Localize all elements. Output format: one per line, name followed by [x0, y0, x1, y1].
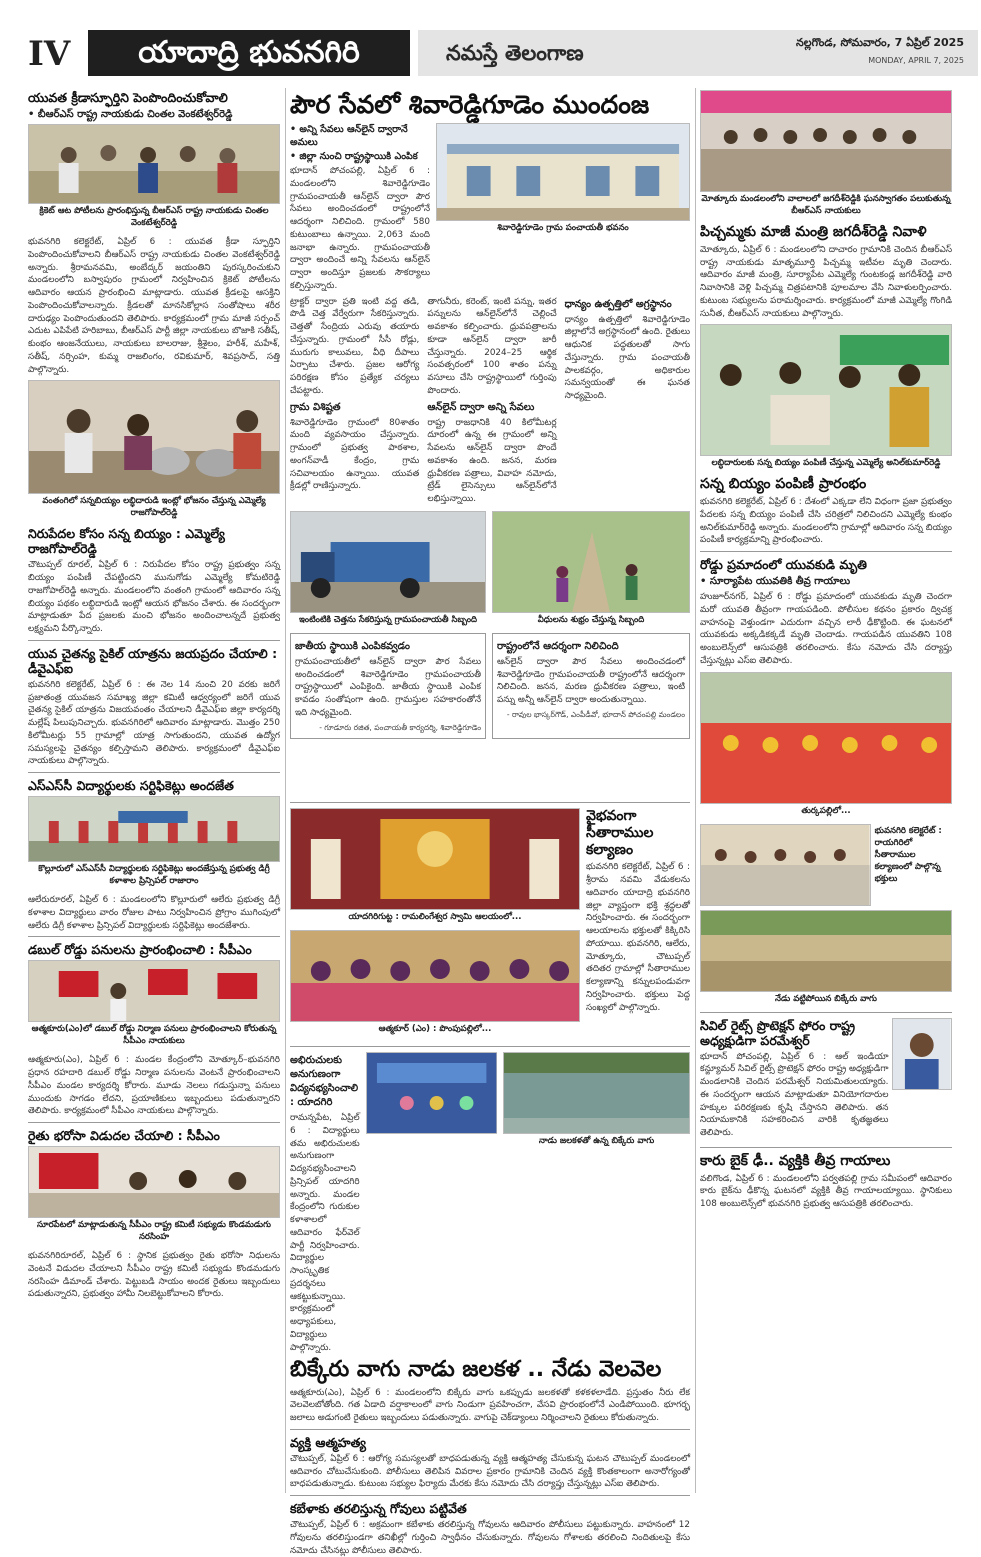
lead-col-a: [290, 296, 419, 509]
photo-rice-distribution: [700, 324, 952, 456]
lead-body-3: తాగునీరు, కరెంట్, ఇంటి పన్ను, ఇతర పన్నులను ఆన్‌లైన్‌లోనే చెల్లించే అవకాశం కల్పించారు. ధ్రువపత్రాలను కూడా ఆన్‌లైన్ ద్వారా జారీ చేస్తున్నారు. 2024–25 ఆర్థిక సంవత్సరంలో 100 శాతం పన్ను వసూలు చేసి రాష్ట్రస్థాయిలో గుర్తింపు పొందారు.: [427, 296, 557, 396]
quote-box-secretary: [290, 633, 486, 739]
yadagiri-text: [290, 1052, 360, 1357]
divider: [700, 1012, 952, 1013]
photo-panchayat-building: [436, 123, 690, 221]
quote-title-secretary: జాతీయ స్థాయికి ఎంపికవ్వడం: [295, 640, 410, 652]
lead-col-c: [565, 296, 690, 509]
headline-rythu-bharosa: రైతు భరోసా విడుదల చేయాలి : సీపీఎం: [28, 1128, 220, 1143]
photo-bikkeru-then: [503, 1052, 690, 1134]
body-double-road: ఆత్మకూరు(ఎం), ఏప్రిల్ 6 : మండల కేంద్రంలోని మోత్కూర్–భువనగిరి ప్రధాన రహదారి డబుల్ రోడ్డు నిర్మాణ పనులను వెంటనే ప్రారంభించాలని సీపీఎం మండల కార్యదర్శి కోరారు. మూడు నెలలు గడుస్తున్నా పనులు ముందుకు సాగడం లేదని, ప్రయాణికులు ఇబ్బందులు పడుతున్నారని తెలిపారు. కార్యక్రమంలో సీపీఎం నాయకులు పాల్గొన్నారు.: [28, 1055, 280, 1117]
subhead-youth-sports: • బీఆర్ఎస్ రాష్ట్ర నాయకుడు చింతల వెంకటేశ్వర్‌రెడ్డి: [28, 109, 233, 120]
divider: [28, 640, 280, 641]
headline-youth-sports: యువత క్రీడాస్ఫూర్తిని పెంపొందించుకోవాలి: [28, 90, 228, 105]
photo-kalyanam-temple: [290, 808, 580, 910]
headline-cycle-yatra: యువ చైతన్య సైకిల్ యాత్రను జయప్రదం చేయాలి : డీవైఎఫ్ఐ: [28, 645, 278, 676]
bikkeru-photos: [503, 1052, 690, 1357]
lead-photo-2-wrap: [290, 511, 486, 633]
lead-col-b: [427, 296, 556, 509]
page-number: IV: [28, 34, 71, 74]
photo-jagadish-reddy: [700, 90, 952, 192]
quote-body-mpdo: ఆన్‌లైన్ ద్వారా పౌర సేవలు అందించడంలో శివారెడ్డిగూడెం గ్రామపంచాయతీ రాష్ట్రంలోనే ఆదర్శంగా నిలిచింది. జనన, మరణ ధ్రువీకరణ పత్రాలు, ఇంటి పన్ను అన్నీ ఆన్‌లైన్ ద్వారా అందుతున్నాయి.: [497, 656, 685, 705]
caption-garbage-tractor: ఇంటింటికి చెత్తను సేకరిస్తున్న గ్రామపంచాయతీ సిబ్బంది: [298, 614, 478, 625]
caption-rice-meal: వంతంగిలో సన్నబియ్యం లబ్ధిదారుడి ఇంట్లో భోజనం చేస్తున్న ఎమ్మెల్యే రాజగోపాల్‌రెడ్డి: [42, 496, 266, 519]
raygiri-row: [700, 824, 952, 906]
photo-kalyanam-devotees: [290, 930, 580, 1022]
headline-car-bike: కారు బైక్ ఢీ.. వ్యక్తికి తీవ్ర గాయాలు: [700, 1152, 891, 1169]
divider: [700, 551, 952, 552]
column-divider: [695, 88, 696, 1493]
district-banner: యాదాద్రి భువనగిరి: [88, 30, 410, 76]
civil-rights-text: [700, 1018, 888, 1143]
caption-cricket: క్రికెట్ ఆట పోటీలను ప్రారంభిస్తున్న బీఆర్ఎస్ రాష్ట్ర నాయకుడు చింతల వెంకటేశ్వర్‌రెడ్డి: [39, 206, 269, 228]
kalyanam-photos: [290, 808, 580, 1042]
body-rice-launch: భువనగిరి కలెక్టరేట్, ఏప్రిల్ 6 : దేశంలో ఎక్కడా లేని విధంగా ప్రజా ప్రభుత్వం పేదలకు సన్న బియ్యం పంపిణీ చేసి చరిత్రలో నిలిచిందని ఎమ్మెల్యే కుంభం అనిల్‌కుమార్‌రెడ్డి అన్నారు. మండలంలోని గ్రామాల్లో ఆదివారం సన్న బియ్యం పంపిణీ కార్యక్రమాన్ని ప్రారంభించారు.: [700, 497, 952, 546]
subhead-road-accident: • సూర్యాపేట యువతికి తీవ్ర గాయాలు: [700, 576, 851, 588]
lead-subhead-1: గ్రామ విశిష్టత: [290, 401, 341, 413]
yadagiri-row: [290, 1052, 690, 1357]
divider: [28, 1122, 280, 1123]
photo-garbage-tractor: [290, 511, 486, 613]
lead-photo-row: [290, 511, 690, 633]
kalyanam-row: [290, 808, 690, 1042]
photo-farewell: [366, 1052, 497, 1134]
body-kalyanam: భువనగిరి కలెక్టరేట్, ఏప్రిల్ 6 : శ్రీరామ నవమి వేడుకలను ఆదివారం యాదాద్రి భువనగిరి జిల్లా వ్యాప్తంగా భక్తి శ్రద్ధలతో నిర్వహించారు. ఈ సందర్భంగా ఆలయాలను భక్తులతో కిక్కిరిసి పోయాయి. భువనగిరి, ఆలేరు, మోత్కూరు, చౌటుప్పల్ తదితర గ్రామాల్లో సీతారాముల కల్యాణాన్ని కన్నులపండువగా నిర్వహించారు. భక్తులు పెద్ద సంఖ్యలో పాల్గొన్నారు.: [586, 862, 690, 1013]
lead-photo-3-wrap: [492, 511, 690, 633]
headline-civil-rights: సివిల్ రైట్స్ ప్రొటెక్షన్ ఫోరం రాష్ట్ర అధ్యక్షుడిగా పరమేశ్వర్: [700, 1017, 855, 1048]
photo-raygiri: [700, 824, 871, 906]
photo-cricket: [28, 124, 280, 204]
divider: [290, 802, 690, 803]
body-road-accident: హుజూర్‌నగర్, ఏప్రిల్ 6 : రోడ్డు ప్రమాదంలో యువకుడు మృతి చెందగా మరో యువతి తీవ్రంగా గాయపడింది. పోలీసుల కథనం ప్రకారం ద్విచక్ర వాహనంపై వెళ్తుండగా ఎదురుగా వచ్చిన లారీ ఢీకొట్టింది. ఈ ఘటనలో యువకుడు అక్కడికక్కడే మృతి చెందాడు. గాయపడిన యువతిని 108 అంబులెన్స్‌లో ఆసుపత్రికి తరలించారు. కేసు నమోదు చేసి దర్యాప్తు చేస్తున్నట్లు ఎస్ఐ తెలిపారు.: [700, 592, 952, 666]
caption-panchayat-building: శివారెడ్డిగూడెం గ్రామ పంచాయతీ భవనం: [497, 223, 629, 233]
lead-body-1: భూదాన్ పోచంపల్లి, ఏప్రిల్ 6 : మండలంలోని శివారెడ్డిగూడెం గ్రామపంచాయతీ ఆన్‌లైన్ ద్వారా పౌర సేవలు అందించడంలో రాష్ట్రంలోనే ఆదర్శంగా నిలిచింది. గ్రామంలో 580 కుటుంబాలు ఉన్నాయి. 2,063 మంది జనాభా ఉన్నారు. గ్రామపంచాయతీ ద్వారా అందించే అన్ని సేవలను ఆన్‌లైన్ ద్వారా అందిస్తూ ప్రజలకు సౌకర్యాలు కల్పిస్తున్నారు.: [290, 166, 430, 291]
right-column: [700, 90, 952, 1495]
lead-bullet: • అన్ని సేవలు ఆన్‌లైన్ ద్వారానే అమలు: [290, 124, 408, 148]
lead-body-6: ధాన్యం ఉత్పత్తిలో శివారెడ్డిగూడెం జిల్లాలోనే అగ్రస్థానంలో ఉంది. రైతులు ఆధునిక పద్ధతులతో సాగు చేస్తున్నారు. గ్రామ పంచాయతీ పాలకవర్గం, అధికారుల సమన్వయంతో ఈ ఘనత సాధ్యమైంది.: [564, 314, 690, 401]
date-english: MONDAY, APRIL 7, 2025: [868, 56, 964, 65]
lead-bullet: • జిల్లా నుంచి రాష్ట్రస్థాయికి ఎంపిక: [290, 151, 418, 162]
body-civil-rights: భూదాన్ పోచంపల్లి, ఏప్రిల్ 6 : ఆల్ ఇండియా కన్జ్యూమర్ సివిల్ రైట్స్ ప్రొటెక్షన్ ఫోరం రాష్ట్ర అధ్యక్షుడిగా మండలానికి చెందిన పరమేశ్వర్ నియమితులయ్యారు. ఈ సందర్భంగా ఆయన మాట్లాడుతూ వినియోగదారుల హక్కుల పరిరక్షణకు కృషి చేస్తానని తెలిపారు. తన నియామకానికి సహకరించిన వారికి కృతజ్ఞతలు తెలిపారు.: [700, 1051, 889, 1139]
photo-certificates: [28, 796, 280, 862]
caption-certificates: కొల్లూరులో ఎస్ఎస్‌సీ విద్యార్థులకు సర్టిఫికెట్లు అందజేస్తున్న ప్రభుత్వ డిగ్రీ కళాశాల ప్రిన్సిపల్ రాజారాం: [38, 864, 270, 886]
lead-body-5: రాష్ట్ర రాజధానికి 40 కిలోమీటర్ల దూరంలో ఉన్న ఈ గ్రామంలో అన్ని సేవలను ఆన్‌లైన్ ద్వారా పొందే అవకాశం ఉంది. జనన, మరణ ధ్రువీకరణ పత్రాలు, వివాహ నమోదు, ట్రేడ్ లైసెన్సులు ఆన్‌లైన్‌లోనే లభిస్తున్నాయి.: [427, 417, 557, 504]
caption-bikkeru-then: నాడు జలకళతో ఉన్న బిక్కేరు వాగు: [538, 1136, 655, 1146]
left-column: [28, 90, 280, 1495]
caption-bikkeru-now: నేడు వట్టిపోయిన బిక్కేరు వాగు: [775, 993, 877, 1004]
body-bikkeru: ఆత్మకూరు(ఎం), ఏప్రిల్ 6 : మండలంలోని బిక్కేరు వాగు ఒకప్పుడు జలకళతో కళకళలాడేది. ప్రస్తుతం నీరు లేక వెలవెలబోతోంది. గత ఏడాది వర్షాకాలంలో వాగు నిండుగా ప్రవహించగా, వేసవి ప్రారంభంలోనే ఎండిపోయింది. భూగర్భ జలాలు అడుగంటి రైతులు ఇబ్బందులు పడుతున్నారు. వాగుపై చెక్‌డ్యాంలు నిర్మించాలని రైతులు కోరుతున్నారు.: [290, 1387, 690, 1424]
caption-jagadish-reddy: మోత్కూరు మండలంలోని వాలాలలో జగదీశ్‌రెడ్డికి ఘనస్వాగతం పలుకుతున్న బీఆర్ఎస్ నాయకులు: [701, 194, 951, 216]
lead-text-left: [290, 123, 430, 296]
headline-lead: పౌర సేవలో శివారెడ్డిగూడెం ముందంజ: [290, 90, 650, 119]
body-yadagiri: రామన్నపేట, ఏప్రిల్ 6 : విద్యార్థులు తమ అభిరుచులకు అనుగుణంగా విద్యనభ్యసించాలని ప్రిన్సిపల్ యాదగిరి అన్నారు. మండల కేంద్రంలోని గురుకుల కళాశాలలో ఆదివారం ఫేర్‌వెల్ పార్టీ నిర్వహించారు. విద్యార్థుల సాంస్కృతిక ప్రదర్శనలు ఆకట్టుకున్నాయి. కార్యక్రమంలో అధ్యాపకులు, విద్యార్థులు పాల్గొన్నారు.: [290, 1113, 360, 1353]
headline-cattle: కబేళాకు తరలిస్తున్న గోవులు పట్టివేత: [290, 1501, 467, 1517]
body-car-bike: వలిగొండ, ఏప్రిల్ 6 : మండలంలోని పర్వతపల్లి గ్రామ సమీపంలో ఆదివారం కారు బైక్‌ను ఢీకొన్న ఘటనలో వ్యక్తికి తీవ్ర గాయాలయ్యాయి. స్థానికులు 108 అంబులెన్స్‌లో భువనగిరి ప్రభుత్వ ఆసుపత్రికి తరలించారు.: [700, 1173, 952, 1210]
caption-cpm-meeting: సూరపేటలో మాట్లాడుతున్న సీపీఎం రాష్ట్ర కమిటీ సభ్యుడు కొండమడుగు నరసింహ: [36, 1220, 272, 1242]
body-rythu-bharosa: భువనగిరిరూరల్, ఏప్రిల్ 6 : స్థానిక ప్రభుత్వం రైతు భరోసా నిధులను వెంటనే విడుదల చేయాలని సీపీఎం రాష్ట్ర కమిటీ సభ్యుడు కొండమడుగు నరసింహ డిమాండ్ చేశారు. పెట్టుబడి సాయం అందక రైతులు ఇబ్బందులు పడుతున్నారని, ప్రభుత్వం హామీ నిలబెట్టుకోవాలని కోరారు.: [28, 1251, 280, 1300]
photo-turkapalli: [700, 672, 952, 804]
body-ssc-certificates: ఆలేరురూరల్, ఏప్రిల్ 6 : మండలంలోని కొల్లూరులో ఆలేరు ప్రభుత్వ డిగ్రీ కళాశాల విద్యార్థులు వారం రోజుల పాటు నిర్వహించిన ప్రోగ్రాం ముగింపులో ఆలేరు డిగ్రీ కళాశాల ప్రిన్సిపల్ విద్యార్థులకు సర్టిఫికెట్లు అందజేశారు.: [28, 895, 280, 931]
divider: [700, 1147, 952, 1148]
divider: [290, 1046, 690, 1047]
quote-box-mpdo: [492, 633, 690, 739]
lead-photo-area: [436, 123, 690, 296]
caption-kalyanam-temple: యాదగిరిగుట్ట : రామలింగేశ్వర స్వామి ఆలయంలో...: [348, 912, 522, 922]
kalyanam-text: [586, 808, 690, 1042]
lead-top-row: [290, 123, 690, 296]
caption-turkapalli: తుర్కపల్లిలో...: [801, 805, 851, 816]
masthead-band: [418, 30, 978, 76]
photo-street-cleaning: [492, 511, 690, 613]
body-tribute: మోత్కూరు, ఏప్రిల్ 6 : మండలంలోని దాచారం గ్రామానికి చెందిన బీఆర్ఎస్ రాష్ట్ర నాయకుడు మాతృమూర్తి పిచ్చమ్మ ఇటీవల మృతి చెందారు. ఆదివారం మాజీ మంత్రి, సూర్యాపేట ఎమ్మెల్యే గుంటకండ్ల జగదీశ్‌రెడ్డి వారి నివాసానికి వెళ్లి పిచ్చమ్మ చిత్రపటానికి పూలమాల వేసి నివాళులర్పించారు. కుటుంబ సభ్యులను పరామర్శించారు. కార్యక్రమంలో మాజీ ఎమ్మెల్యే గొంగిడి సునీత, బీఆర్ఎస్ నాయకులు పాల్గొన్నారు.: [700, 244, 952, 319]
photo-cpm-protest: [28, 960, 280, 1022]
lead-subhead-3: ధాన్యం ఉత్పత్తిలో అగ్రస్థానం: [564, 298, 672, 310]
body-cattle: చౌటుప్పల్, ఏప్రిల్ 6 : అక్రమంగా కబేళాకు తరలిస్తున్న గోవులను ఆదివారం పోలీసులు పట్టుకున్నారు. వాహనంలో 12 గోవులను తరలిస్తుండగా తనిఖీల్లో గుర్తించి స్వాధీనం చేసుకున్నారు. గోవులను గోశాలకు తరలించి నిందితులపై కేసు నమోదు చేసినట్లు పోలీసులు తెలిపారు.: [290, 1520, 690, 1556]
headline-suicide: వ్యక్తి ఆత్మహత్య: [290, 1434, 366, 1450]
paper-name: నమస్తే తెలంగాణ: [446, 41, 584, 65]
divider: [290, 1495, 690, 1496]
quote-body-secretary: గ్రామపంచాయతీలో ఆన్‌లైన్ ద్వారా పౌర సేవలు అందించడంలో శివారెడ్డిగూడెం గ్రామపంచాయతీ రాష్ట్రస్థాయిలో ఎంపికైంది. జాతీయ స్థాయికి ఎంపిక కావడం సంతోషంగా ఉంది. గ్రామస్తుల సహకారంతోనే ఇది సాధ్యమైంది.: [295, 656, 481, 718]
photo-cpm-meeting: [28, 1146, 280, 1218]
body-youth-sports: భువనగిరి కలెక్టరేట్, ఏప్రిల్ 6 : యువత క్రీడా స్ఫూర్తిని పెంపొందించుకోవాలని బీఆర్ఎస్ రాష్ట్ర నాయకుడు చింతల వెంకటేశ్వర్‌రెడ్డి అన్నారు. శ్రీరామనవమి, అంబేద్కర్ జయంతిని పురస్కరించుకుని మండలంలోని బస్వాపురం గ్రామంలో నిర్వహించిన క్రికెట్ పోటీలను ఆదివారం ఆయన ప్రారంభించి మాట్లాడారు. యువత క్రీడలపై ఆసక్తిని పెంపొందించుకోవాలన్నారు. క్రీడలతో మానసికోల్లాస సంతోషాలు శరీర దారుఢ్యం పెంపొందుతుందని తెలిపారు. కార్యక్రమంలో గ్రామ మాజీ సర్పంచ్ ఎదుట ఎపిపేటి హరిబాబు, బీఆర్ఎస్ పార్టీ జిల్లా నాయకులు బొజాకి సతీష్, కుంభం ఆంజనేయులు, నాయకులు బాలరాజు, శ్రీశైలం, హరీశ్, మహేశ్, సతీష్, నర్సింహ, కుమ్మ రాజలింగం, రవికుమార్, శివప్రసాద్, సత్తి పాల్గొన్నారు.: [28, 237, 280, 375]
body-cycle-yatra: భువనగిరి కలెక్టరేట్, ఏప్రిల్ 6 : ఈ నెల 14 నుంచి 20 వరకు జరిగే ప్రజాతంత్ర యువజన సమాఖ్య జిల్లా కమిటీ ఆధ్వర్యంలో జరిగే యువ చైతన్య సైకిల్ యాత్రను విజయవంతం చేయాలని డీవైఎఫ్ఐ జిల్లా కార్యదర్శి మల్లేష్ పిలుపునిచ్చారు. భువనగిరిలో ఆదివారం మాట్లాడారు. మొత్తం 250 కిలోమీటర్లు 55 గ్రామాల్లో యాత్ర సాగుతుందని, యువత ఉద్యోగ సమస్యలపై చైతన్యం కల్పిస్తామని తెలిపారు. కార్యక్రమంలో డీవైఎఫ్ఐ నాయకులు పాల్గొన్నారు.: [28, 679, 280, 767]
headline-kalyanam: వైభవంగా సీతారాముల కల్యాణం: [586, 808, 654, 858]
headline-yadagiri: అభిరుచులకు అనుగుణంగా విద్యనభ్యసించాలి : యాదగిరి: [290, 1055, 359, 1108]
headline-road-accident: రోడ్డు ప్రమాదంలో యువకుడి మృతి: [700, 557, 867, 573]
photo-bikkeru-now: [700, 910, 952, 992]
center-bottom: [290, 798, 690, 1556]
civil-rights-row: [700, 1018, 952, 1143]
lead-body-2: ట్రాక్టర్ ద్వారా ప్రతి ఇంటి వద్ద తడి, పొడి చెత్త వేర్వేరుగా సేకరిస్తున్నారు. చెత్తతో సేంద్రియ ఎరువు తయారు చేస్తున్నారు. గ్రామంలో సీసీ రోడ్లు, మురుగు కాలువలు, వీధి దీపాలు ఏర్పాటు చేశారు. ప్రజల ఆరోగ్య పరిరక్షణ కోసం ప్రత్యేక చర్యలు చేపట్టారు.: [290, 296, 420, 396]
body-fine-rice: చౌటుప్పల్ రూరల్, ఏప్రిల్ 6 : నిరుపేదల కోసం రాష్ట్ర ప్రభుత్వం సన్న బియ్యం పంపిణీ చేపట్టిందని మునుగోడు ఎమ్మెల్యే కోమటిరెడ్డి రాజగోపాల్‌రెడ్డి అన్నారు. మండలంలోని వంతంగి గ్రామంలో ఆదివారం సన్న బియ్యం పథకం లబ్ధిదారుడి ఇంట్లో ఆయన భోజనం చేశారు. ఈ సందర్భంగా మాట్లాడుతూ పేద ప్రజలకు మంచి భోజనం అందించాలన్నదే ప్రభుత్వ లక్ష్యమని పేర్కొన్నారు.: [28, 560, 280, 634]
masthead: [28, 28, 980, 80]
caption-kalyanam-devotees: ఆత్మకూర్ (ఎం) : పొంపుపల్లిలో...: [378, 1024, 492, 1034]
caption-cpm-protest: ఆత్మకూరు(ఎం)లో డబుల్ రోడ్డు నిర్మాణ పనులు ప్రారంభించాలని కోరుతున్న సీపీఎం నాయకులు: [31, 1024, 277, 1047]
portrait-parameshwar: [892, 1018, 952, 1090]
headline-ssc-certificates: ఎస్ఎస్‌సీ విద్యార్థులకు సర్టిఫికెట్లు అందజేత: [28, 778, 234, 793]
divider: [290, 1429, 690, 1430]
headline-fine-rice: నిరుపేదల కోసం సన్న బియ్యం : ఎమ్మెల్యే రాజగోపాల్‌రెడ్డి: [28, 526, 225, 557]
quote-credit-secretary: - గూడూరు రజిత, పంచాయతీ కార్యదర్శి, శివారెడ్డిగూడెం: [319, 722, 481, 732]
headline-bikkeru: బిక్కేరు వాగు నాడు జలకళ .. నేడు వెలవెల: [290, 1357, 662, 1383]
lead-text-row: [290, 296, 690, 509]
caption-raygiri: భువనగిరి కలెక్టరేట్ : రాయగిరిలో సీతారాముల కల్యాణంలో పాల్గొన్న భక్తులు: [874, 825, 942, 884]
headline-rice-launch: సన్న బియ్యం పంపిణీ ప్రారంభం: [700, 476, 867, 493]
headline-tribute: పిచ్చమ్మకు మాజీ మంత్రి జగదీశ్‌రెడ్డి నివాళి: [700, 224, 927, 240]
divider: [28, 772, 280, 773]
body-suicide: చౌటుప్పల్, ఏప్రిల్ 6 : ఆరోగ్య సమస్యలతో బాధపడుతున్న వ్యక్తి ఆత్మహత్య చేసుకున్న ఘటన చౌటుప్పల్ మండలంలో ఆదివారం చోటుచేసుకుంది. పోలీసులు తెలిపిన వివరాల ప్రకారం గ్రామానికి చెందిన వ్యక్తి కొంతకాలంగా అనారోగ్యంతో బాధపడుతున్నాడు. కుటుంబ సభ్యుల ఫిర్యాదు మేరకు కేసు నమోదు చేసి దర్యాప్తు చేస్తున్నట్లు ఎస్ఐ తెలిపారు.: [290, 1453, 690, 1490]
caption-rice-distribution: లబ్ధిదారులకు సన్న బియ్యం పంపిణీ చేస్తున్న ఎమ్మెల్యే అనిల్‌కుమార్‌రెడ్డి: [711, 458, 941, 469]
photo-rice-meal: [28, 380, 280, 494]
divider: [28, 936, 280, 937]
quote-box-row: [290, 633, 690, 739]
caption-street-cleaning: వీధులను శుభ్రం చేస్తున్న సిబ్బంది: [537, 614, 645, 625]
headline-double-road: డబుల్ రోడ్డు పనులను ప్రారంభించాలి : సీపీఎం: [28, 942, 252, 958]
lead-subhead-2: ఆన్‌లైన్ ద్వారా అన్ని సేవలు: [427, 401, 535, 413]
quote-title-mpdo: రాష్ట్రంలోనే ఆదర్శంగా నిలిచింది: [497, 640, 619, 652]
quote-credit-mpdo: - రావుల భాస్కర్‌గౌడ్, ఎంపీడీవో, భూదాన్ పోచంపల్లి మండలం: [506, 709, 685, 719]
lead-body-4: శివారెడ్డిగూడెం గ్రామంలో 80శాతం మంది వ్యవసాయం చేస్తున్నారు. గ్రామంలో ప్రభుత్వ పాఠశాల, అంగన్‌వాడీ కేంద్రం, గ్రామ సచివాలయం ఉన్నాయి. యువత క్రీడల్లో రాణిస్తున్నారు.: [290, 417, 420, 492]
column-divider: [285, 88, 286, 1493]
date-telugu: నల్లగొండ, సోమవారం, 7 ఏప్రిల్ 2025: [796, 36, 964, 49]
